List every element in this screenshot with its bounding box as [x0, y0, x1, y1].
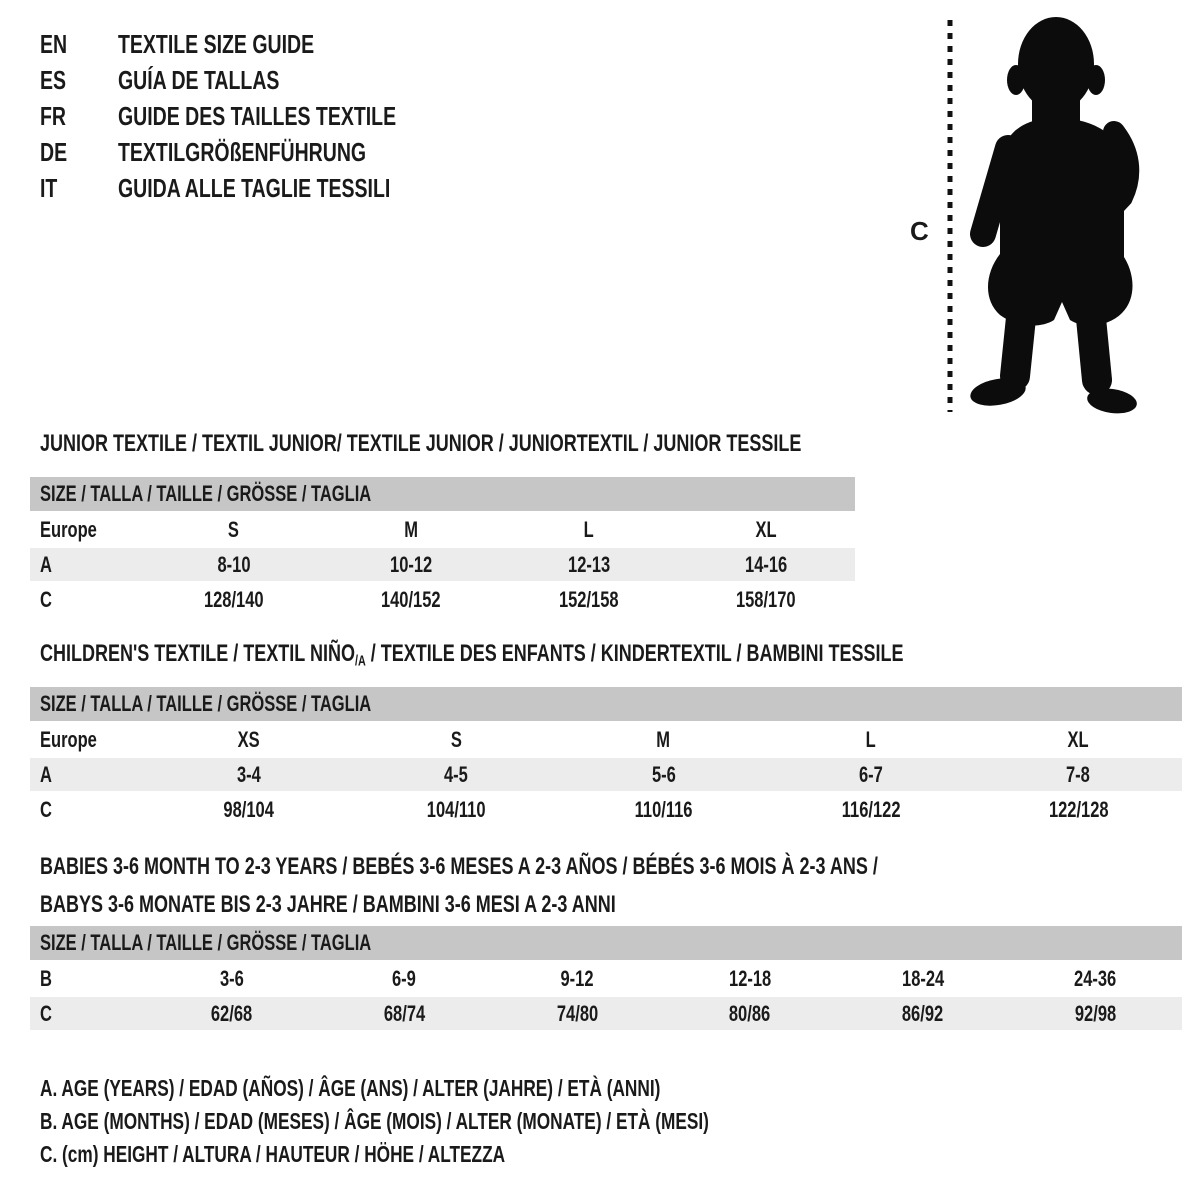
language-code: ES [40, 64, 67, 95]
size-cell: 128/140 [203, 586, 264, 612]
size-cell: S [450, 726, 462, 752]
size-cell: 10-12 [390, 551, 433, 577]
children-size-table [30, 687, 1182, 826]
row-label: B [40, 965, 52, 991]
babies-size-table [30, 926, 1182, 1030]
table-row [30, 583, 855, 616]
table-row [30, 723, 1182, 756]
measurement-legend [40, 1072, 932, 1171]
language-code: DE [40, 136, 68, 167]
size-cell: XL [755, 516, 777, 542]
size-cell: 12-18 [728, 965, 771, 991]
language-row [40, 62, 489, 98]
size-cell: 4-5 [444, 761, 469, 787]
size-cell: 86/92 [902, 1000, 944, 1026]
size-cell: 7-8 [1066, 761, 1091, 787]
table-row [30, 758, 1182, 791]
table-row [30, 548, 855, 581]
size-cell: 158/170 [736, 586, 797, 612]
size-cell: 3-6 [219, 965, 244, 991]
size-cell: 9-12 [560, 965, 594, 991]
size-header-bar: SIZE / TALLA / TAILLE / GRÖSSE / TAGLIA [30, 687, 1182, 721]
language-row [40, 98, 489, 134]
size-cell: 68/74 [383, 1000, 425, 1026]
junior-section-title: JUNIOR TEXTILE / TEXTIL JUNIOR/ TEXTILE JUNIOR / JUNIORTEXTIL / JUNIOR TESSILE [40, 430, 802, 457]
language-title: GUIDE DES TAILLES TEXTILE [118, 100, 397, 131]
size-cell: 140/152 [381, 586, 442, 612]
size-cell: XL [1067, 726, 1089, 752]
language-code: IT [40, 172, 58, 203]
size-cell: 110/116 [634, 796, 693, 822]
row-label: C [40, 796, 52, 822]
nino-a-subscript: /A [354, 653, 366, 670]
language-list [40, 26, 489, 206]
language-code: EN [40, 28, 68, 59]
language-title: GUIDA ALLE TAGLIE TESSILI [118, 172, 391, 203]
size-cell: 98/104 [223, 796, 274, 822]
junior-size-table [30, 477, 855, 616]
table-row [30, 997, 1182, 1030]
size-cell: XS [237, 726, 260, 752]
row-label: A [40, 551, 52, 577]
size-cell: 116/122 [841, 796, 901, 822]
size-cell: 74/80 [556, 1000, 598, 1026]
table-row [30, 793, 1182, 826]
legend-line-a: A. AGE (YEARS) / EDAD (AÑOS) / ÂGE (ANS) / ALTER (JAHRE) / ETÀ (ANNI) [40, 1075, 661, 1101]
language-title: TEXTILGRÖßENFÜHRUNG [118, 136, 367, 167]
legend-line-c: C. (cm) HEIGHT / ALTURA / HAUTEUR / HÖHE / ALTEZZA [40, 1141, 506, 1167]
baby-height-figure [900, 12, 1150, 418]
row-label: C [40, 586, 52, 612]
size-cell: 18-24 [901, 965, 944, 991]
size-cell: 3-4 [236, 761, 261, 787]
size-header-bar: SIZE / TALLA / TAILLE / GRÖSSE / TAGLIA [30, 926, 1182, 960]
size-cell: 6-9 [392, 965, 417, 991]
row-label: Europe [40, 726, 97, 752]
row-label: Europe [40, 516, 97, 542]
size-cell: 62/68 [210, 1000, 253, 1026]
language-title: GUÍA DE TALLAS [118, 64, 280, 95]
children-section-title: CHILDREN'S TEXTILE / TEXTIL $NIÑO_{/A}$ / TEXTILE DES ENFANTS / KINDERTEXTIL / BAMBINI TESSILE [40, 640, 904, 670]
size-cell: M [656, 726, 671, 752]
table-row [30, 513, 855, 546]
size-cell: 92/98 [1074, 1000, 1117, 1026]
size-cell: 12-13 [567, 551, 610, 577]
size-cell: 6-7 [858, 761, 883, 787]
toddler-silhouette-icon [968, 17, 1138, 416]
size-cell: 14-16 [745, 551, 788, 577]
language-row [40, 134, 489, 170]
size-cell: L [583, 516, 594, 542]
size-cell: 104/110 [426, 796, 486, 822]
size-cell: 122/128 [1048, 796, 1109, 822]
table-row [30, 962, 1182, 995]
legend-line-b: B. AGE (MONTHS) / EDAD (MESES) / ÂGE (MOIS) / ALTER (MONATE) / ETÀ (MESI) [40, 1108, 709, 1134]
row-label: C [40, 1000, 52, 1026]
size-cell: S [228, 516, 240, 542]
language-row [40, 170, 489, 206]
size-header-bar: SIZE / TALLA / TAILLE / GRÖSSE / TAGLIA [30, 477, 855, 511]
size-cell: L [865, 726, 876, 752]
size-cell: 8-10 [217, 551, 251, 577]
row-label: A [40, 761, 52, 787]
language-code: FR [40, 100, 67, 131]
size-cell: 24-36 [1074, 965, 1117, 991]
height-line-label: C [910, 216, 929, 246]
size-cell: 5-6 [651, 761, 676, 787]
size-cell: 152/158 [558, 586, 619, 612]
language-title: TEXTILE SIZE GUIDE [118, 28, 315, 59]
size-cell: M [404, 516, 419, 542]
babies-section-title: BABIES 3-6 MONTH TO 2-3 YEARS / BEBÉS 3-6 MESES A 2-3 AÑOS / BÉBÉS 3-6 MOIS À 2-3 ANS / BABYS 3-6 MONATE BIS 2-3 JAHRE / BAMBINI 3-6 MESI A 2-3 ANNI [40, 853, 878, 918]
language-row [40, 26, 489, 62]
size-cell: 80/86 [729, 1000, 771, 1026]
